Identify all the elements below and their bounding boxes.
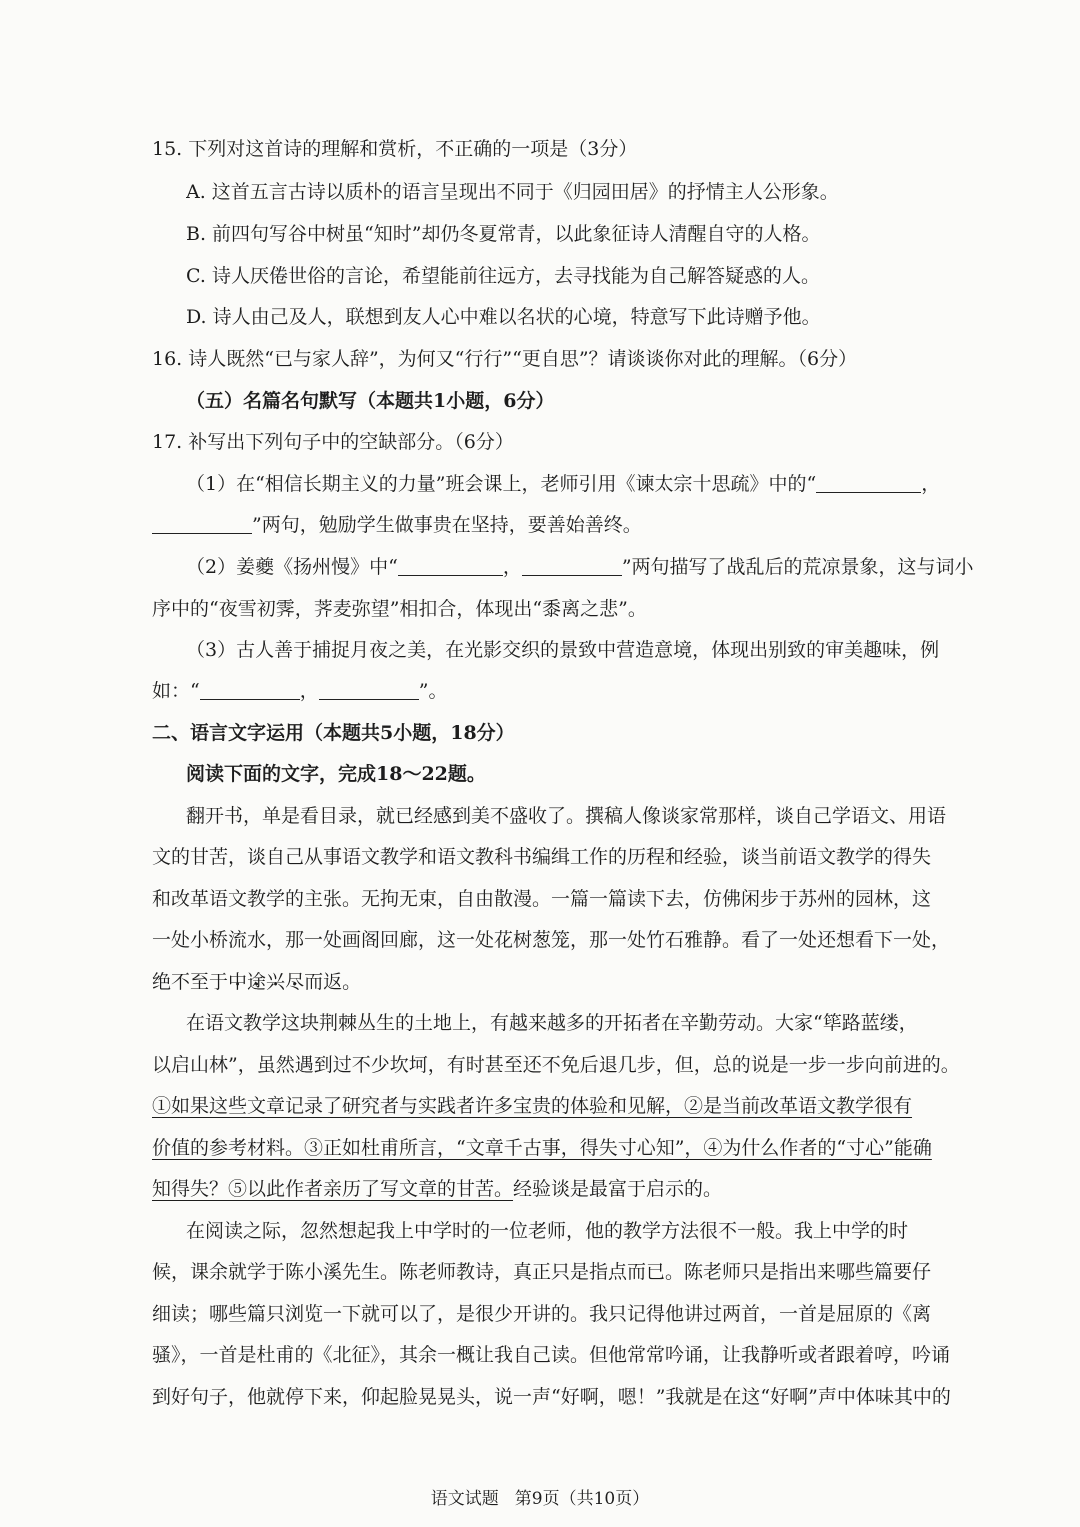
answer-blank[interactable]: [319, 677, 419, 700]
dotted-char: 兴 •: [266, 961, 285, 1003]
section-5-title: （五）名篇名句默写（本题共1小题，6分）: [186, 390, 555, 412]
answer-blank[interactable]: [522, 553, 622, 576]
page-footer: [0, 1486, 1080, 1512]
passage-p2-line: 以启山林”，虽然遇到过不少坎坷，有时甚至还不免后退几步，但，总的说是一步一步向前进的。: [152, 1054, 960, 1076]
passage-p1-line: 和改革语文教学的主张。无拘无束，自由散漫。一篇一篇读下去，仿佛闲步于苏州的园林，这: [152, 888, 932, 910]
answer-blank[interactable]: [398, 553, 503, 576]
passage-p2-line: 在语文教学这块荆棘丛生的土地上，有越来越多的开拓者在辛勤劳动。大家“筚路蓝缕，: [186, 1012, 918, 1034]
answer-blank[interactable]: [200, 677, 300, 700]
q17-part-1-line-2: ”两句，勉励学生做事贵在坚持，要善始善终。: [152, 504, 1008, 546]
reading-instruction: 阅读下面的文字，完成18～22题。: [186, 763, 486, 785]
q15-option-a: A. 这首五言古诗以质朴的语言呈现出不同于《归园田居》的抒情主人公形象。: [186, 181, 839, 203]
passage-p1-line: 文的甘苦，谈自己从事语文教学和语文教科书编缉工作的历程和经验，谈当前语文教学的得失: [152, 846, 932, 868]
q15-option-c: C. 诗人厌倦世俗的言论，希望能前往远方，去寻找能为自己解答疑惑的人。: [186, 265, 820, 287]
passage-p1-line: 一处小桥流水，那一处画阁回廊，这一处花树葱笼，那一处竹石雅静。看了一处还想看下一处，: [152, 929, 951, 951]
question-16: 16. 诗人既然“已与家人辞”，为何又“行行”“更自思”？请谈谈你对此的理解。（6分）: [152, 348, 858, 370]
passage-p2-underlined-line: 知得失？⑤以此作者亲历了写文章的甘苦。经验谈是最富于启示的。: [152, 1178, 723, 1200]
passage-p3-line: 在阅读之际，忽然想起我上中学时的一位老师，他的教学方法很不一般。我上中学的时: [186, 1220, 909, 1242]
passage-p2-underlined-line: ①如果这些文章记录了研究者与实践者许多宝贵的体验和见解，②是当前改革语文教学很有: [152, 1095, 913, 1117]
passage-p1-line: 翻开书，单是看目录，就已经感到美不盛收了。撰稿人像谈家常那样，谈自己学语文、用语: [186, 805, 947, 827]
q15-option-d: D. 诗人由己及人，联想到友人心中难以名状的心境，特意写下此诗赠予他。: [186, 306, 821, 328]
q17-part-2-line-2: 序中的“夜雪初霁，荠麦弥望”相扣合，体现出“黍离之悲”。: [152, 598, 647, 620]
dotted-char: 尽 •: [285, 961, 304, 1003]
footer-page-number: 第9页（共10页）: [514, 1489, 650, 1509]
footer-subject: 语文试题: [430, 1489, 499, 1509]
passage-p3-line: 细读；哪些篇只浏览一下就可以了，是很少开讲的。我只记得他讲过两首，一首是屈原的《离: [152, 1303, 932, 1325]
passage-p3-line: 到好句子，他就停下来，仰起脸晃晃头，说一声“好啊，嗯！”我就是在这“好啊”声中体味其中的: [152, 1386, 951, 1408]
dotted-char: 途 •: [247, 961, 266, 1003]
q15-option-b: B. 前四句写谷中树虽“知时”却仍冬夏常青，以此象征诗人清醒自守的人格。: [186, 223, 821, 245]
part-2-title: 二、语言文字运用（本题共5小题，18分）: [152, 722, 515, 744]
answer-blank[interactable]: [816, 470, 921, 493]
passage-p2-underlined-line: 价值的参考材料。③正如杜甫所言，“文章千古事，得失寸心知”，④为什么作者的“寸心”能确: [152, 1137, 932, 1159]
q17-part-3-line-1: （3）古人善于捕捉月夜之美，在光影交织的景致中营造意境，体现出别致的审美趣味，例: [186, 639, 940, 661]
question-17-stem: 17. 补写出下列句子中的空缺部分。（6分）: [152, 431, 514, 453]
dotted-char: 中 •: [228, 961, 247, 1003]
passage-p3-line: 骚》，一首是杜甫的《北征》，其余一概让我自己读。但他常常吟诵，让我静听或者跟着哼，吟诵: [152, 1344, 951, 1366]
question-15-stem: 15. 下列对这首诗的理解和赏析，不正确的一项是（3分）: [152, 138, 638, 160]
passage-p3-line: 候，课余就学于陈小溪先生。陈老师教诗，真正只是指点而已。陈老师只是指出来哪些篇要仔: [152, 1261, 932, 1283]
q17-part-3-line-2: 如：“ ， ”。: [152, 670, 1008, 712]
q17-part-2-line-1: （2）姜夔《扬州慢》中“ ， ”两句描写了战乱后的荒凉景象，这与词小: [186, 546, 1008, 588]
answer-blank[interactable]: [152, 511, 252, 534]
q17-part-1-line-1: （1）在“相信长期主义的力量”班会课上，老师引用《谏太宗十思疏》中的“ ，: [186, 463, 1008, 505]
passage-p1-last-line: 绝不至于中 •途 •兴 •尽 •而返。: [152, 961, 1008, 1003]
